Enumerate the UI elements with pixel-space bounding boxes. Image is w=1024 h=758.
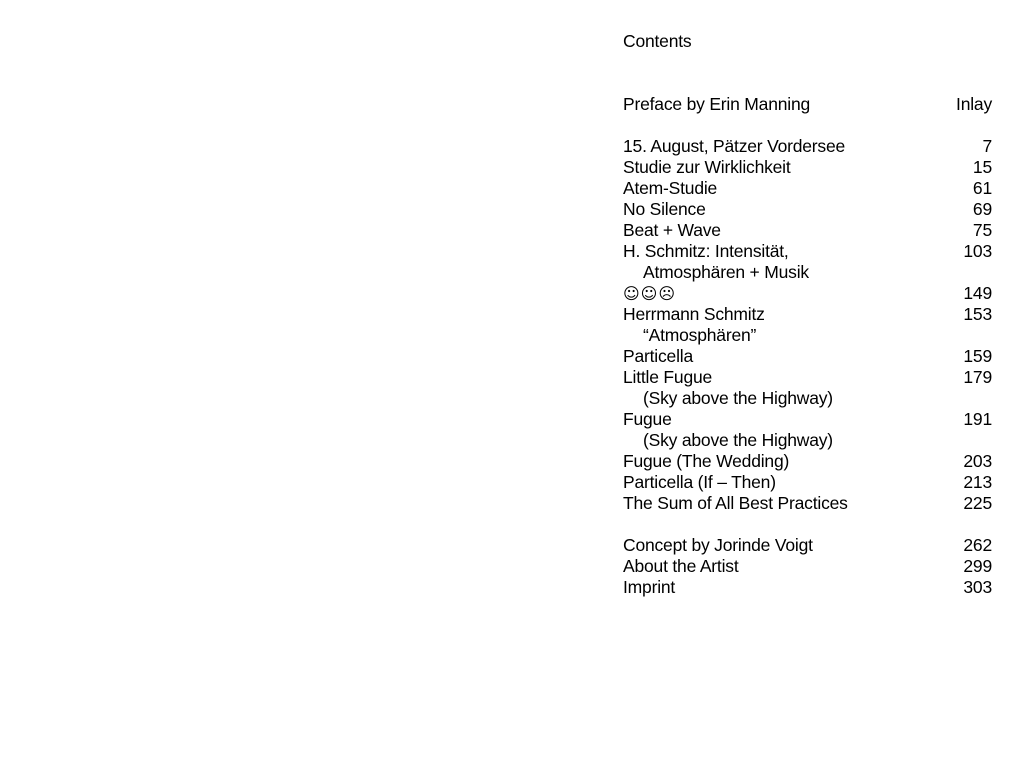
- toc-entry[interactable]: [623, 409, 992, 451]
- table-of-contents: [623, 31, 992, 619]
- toc-entry-page-number: 191: [963, 409, 992, 429]
- toc-entry-title: Fugue: [623, 409, 672, 429]
- toc-entry-title: Herrmann Schmitz: [623, 304, 765, 324]
- toc-entry-page-number: 213: [963, 472, 992, 492]
- toc-entry[interactable]: [623, 304, 992, 346]
- toc-group: [623, 136, 992, 514]
- toc-entry[interactable]: [623, 577, 992, 598]
- toc-entry-title-block: [623, 178, 717, 199]
- toc-entry-title: Particella (If – Then): [623, 472, 776, 492]
- toc-entry-subtitle: (Sky above the Highway): [643, 430, 833, 450]
- toc-entry-title: Concept by Jorinde Voigt: [623, 535, 813, 555]
- toc-entry-title: 15. August, Pätzer Vordersee: [623, 136, 846, 156]
- toc-entry-page-number: 203: [963, 451, 992, 471]
- toc-entry-title: Little Fugue: [623, 367, 713, 387]
- toc-entry-title-block: [623, 283, 676, 304]
- toc-entry[interactable]: [623, 367, 992, 409]
- toc-group: [623, 535, 992, 598]
- toc-entry[interactable]: [623, 178, 992, 199]
- toc-entry-page-number: 262: [963, 535, 992, 555]
- toc-entry-subtitle: Atmosphären + Musik: [643, 262, 809, 282]
- toc-entry-title: Studie zur Wirklichkeit: [623, 157, 791, 177]
- toc-entry[interactable]: [623, 199, 992, 220]
- toc-entry-title-block: [623, 199, 706, 220]
- toc-entry-title: Preface by Erin Manning: [623, 94, 811, 114]
- toc-entry[interactable]: [623, 136, 992, 157]
- toc-entry-title-block: [623, 136, 845, 157]
- toc-entry[interactable]: [623, 220, 992, 241]
- toc-groups: [623, 94, 992, 598]
- toc-entry-page-number: 61: [972, 178, 992, 198]
- toc-entry-title-block: [623, 472, 776, 493]
- toc-entry-title: Fugue (The Wedding): [623, 451, 790, 471]
- toc-entry-page-number: 303: [963, 577, 992, 597]
- toc-entry-title-block: [623, 94, 810, 115]
- toc-entry[interactable]: [623, 493, 992, 514]
- toc-entry-title-block: [623, 556, 738, 577]
- toc-entry-title-block: [623, 409, 833, 451]
- toc-entry-title-block: [623, 157, 791, 178]
- toc-entry-title: Imprint: [623, 577, 676, 597]
- toc-entry-title-block: [623, 346, 693, 367]
- toc-entry[interactable]: [623, 283, 992, 304]
- toc-group: [623, 94, 992, 115]
- toc-entry-title: Particella: [623, 346, 693, 366]
- toc-entry-title: About the Artist: [623, 556, 739, 576]
- toc-entry[interactable]: [623, 472, 992, 493]
- toc-entry-page-number: 153: [963, 304, 992, 324]
- smiley-faces-icon: ☺☺☹: [623, 284, 677, 303]
- toc-entry[interactable]: [623, 241, 992, 283]
- toc-entry-title: The Sum of All Best Practices: [623, 493, 848, 513]
- toc-entry-title: No Silence: [623, 199, 706, 219]
- toc-entry-title: Beat + Wave: [623, 220, 721, 240]
- toc-entry-page-number: 75: [972, 220, 992, 240]
- toc-entry[interactable]: [623, 157, 992, 178]
- toc-entry[interactable]: [623, 451, 992, 472]
- toc-entry[interactable]: [623, 556, 992, 577]
- toc-entry-page-number: 299: [963, 556, 992, 576]
- contents-heading: Contents: [623, 31, 692, 51]
- toc-entry-title-block: [623, 451, 789, 472]
- toc-entry-page-number: 149: [963, 283, 992, 303]
- toc-entry-title: H. Schmitz: Intensität,: [623, 241, 789, 261]
- toc-entry[interactable]: [623, 535, 992, 556]
- toc-entry-page-number: 103: [963, 241, 992, 261]
- toc-entry-page-number: 225: [963, 493, 992, 513]
- toc-entry-page-number: 15: [972, 157, 992, 177]
- toc-entry[interactable]: [623, 346, 992, 367]
- toc-entry-title-block: [623, 577, 675, 598]
- toc-entry-page-number: 69: [972, 199, 992, 219]
- toc-entry-title-block: [623, 241, 809, 283]
- toc-entry-page-number: 179: [963, 367, 992, 387]
- toc-entry-subtitle: (Sky above the Highway): [643, 388, 833, 408]
- toc-entry-title: Atem-Studie: [623, 178, 718, 198]
- toc-entry-subtitle: “Atmosphären”: [643, 325, 757, 345]
- toc-entry-page-number: Inlay: [956, 94, 992, 114]
- toc-entry[interactable]: [623, 94, 992, 115]
- toc-entry-title-block: [623, 493, 848, 514]
- toc-entry-title-block: [623, 220, 721, 241]
- toc-entry-page-number: 159: [963, 346, 992, 366]
- toc-entry-title-block: [623, 535, 813, 556]
- toc-entry-title-block: [623, 367, 833, 409]
- toc-entry-page-number: 7: [982, 136, 992, 156]
- toc-entry-title-block: [623, 304, 765, 346]
